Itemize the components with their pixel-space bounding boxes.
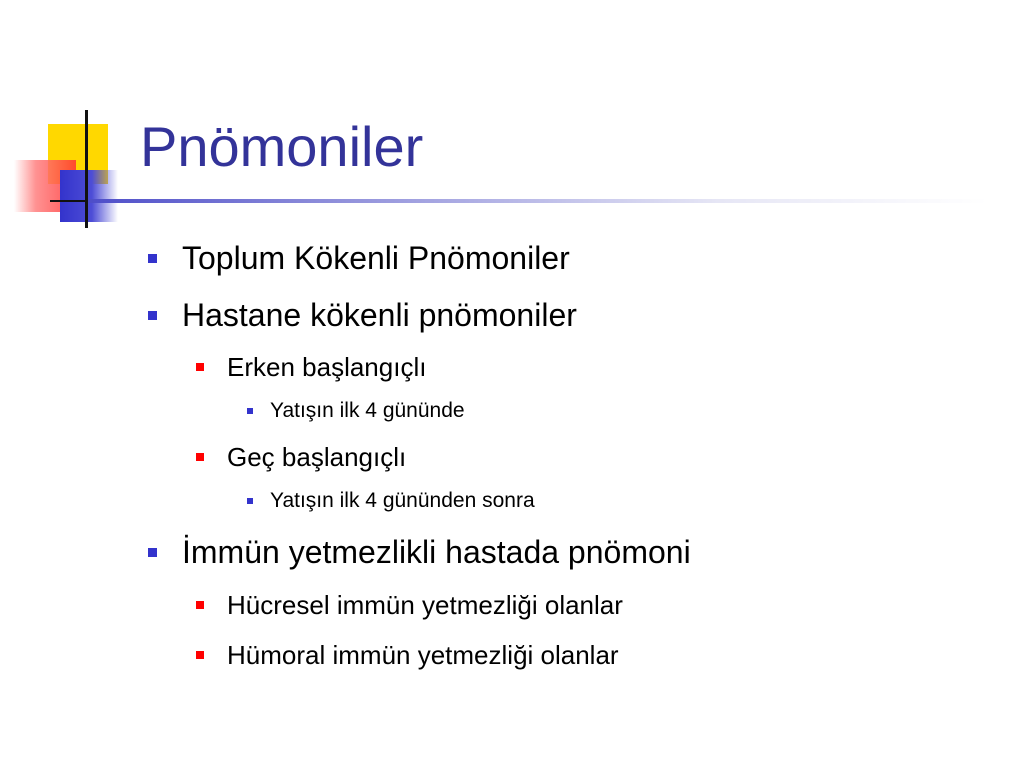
bullet-square-icon bbox=[148, 548, 157, 557]
bullet-text: Geç başlangıçlı bbox=[227, 442, 407, 472]
logo-blue-square bbox=[60, 170, 118, 222]
bullet-square-icon bbox=[196, 363, 204, 371]
bullet-text: Hastane kökenli pnömoniler bbox=[182, 297, 577, 333]
bullet-item bbox=[227, 589, 623, 621]
bullet-item bbox=[270, 488, 535, 514]
bullet-item bbox=[182, 532, 691, 572]
bullet-square-icon bbox=[247, 498, 253, 504]
logo-vertical-line bbox=[85, 110, 88, 228]
bullet-text: Erken başlangıçlı bbox=[227, 352, 427, 382]
bullet-square-icon bbox=[196, 601, 204, 609]
bullet-item bbox=[227, 351, 426, 383]
slide-title: Pnömoniler bbox=[140, 115, 424, 178]
bullet-text: Toplum Kökenli Pnömoniler bbox=[182, 240, 570, 276]
bullet-square-icon bbox=[148, 254, 157, 263]
bullet-square-icon bbox=[148, 311, 157, 320]
bullet-square-icon bbox=[196, 453, 204, 461]
bullet-item bbox=[270, 398, 465, 424]
bullet-item bbox=[182, 295, 577, 335]
bullet-square-icon bbox=[196, 651, 204, 659]
bullet-text: İmmün yetmezlikli hastada pnömoni bbox=[182, 534, 691, 570]
bullet-text: Yatışın ilk 4 gününden sonra bbox=[270, 489, 535, 512]
bullet-item bbox=[182, 238, 570, 278]
bullet-item bbox=[227, 441, 406, 473]
title-underline bbox=[88, 199, 988, 203]
bullet-text: Hücresel immün yetmezliği olanlar bbox=[227, 590, 623, 620]
bullet-item bbox=[227, 639, 619, 671]
bullet-square-icon bbox=[247, 408, 253, 414]
bullet-text: Hümoral immün yetmezliği olanlar bbox=[227, 640, 619, 670]
bullet-text: Yatışın ilk 4 gününde bbox=[270, 399, 465, 422]
